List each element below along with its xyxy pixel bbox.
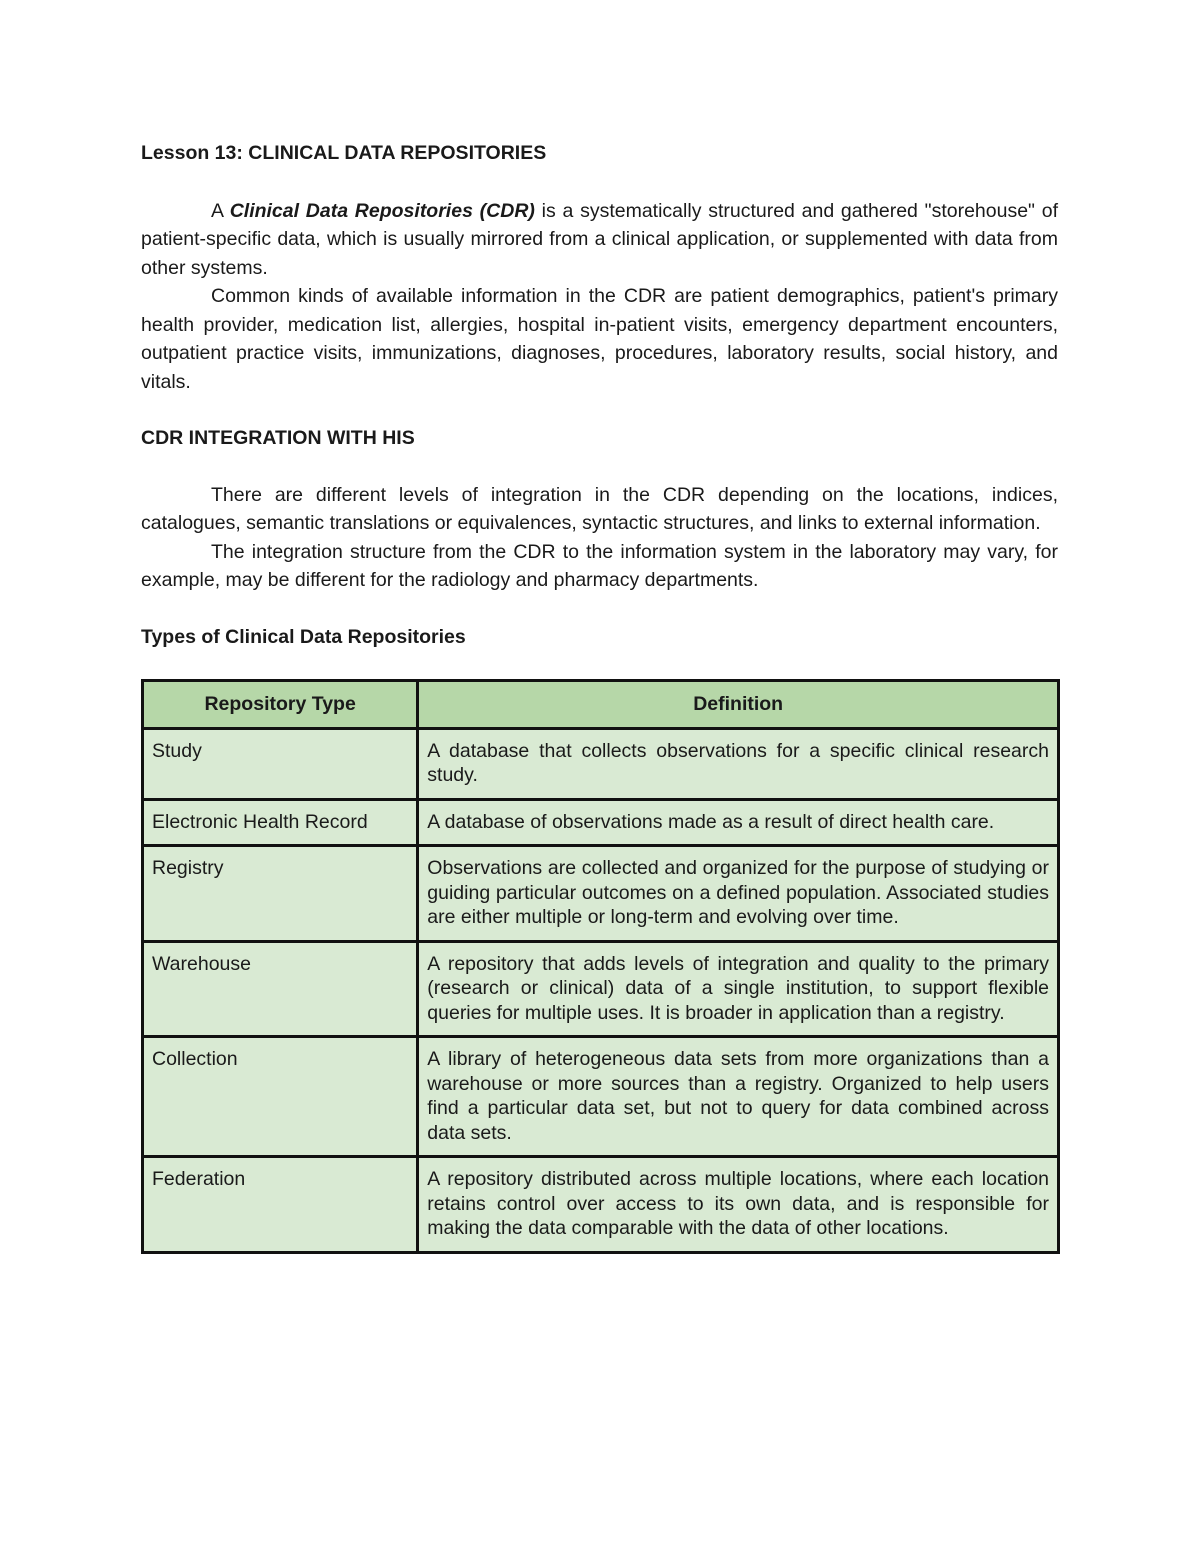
document-page [141, 139, 1058, 1254]
table-row [143, 799, 1059, 846]
column-header-repository-type: Repository Type [143, 681, 418, 729]
table-row [143, 728, 1059, 799]
definition-cell: A repository distributed across multiple locations, where each location retains control over access to its own data, and is responsible for making the data comparable with the data of other locations. [418, 1157, 1059, 1253]
repository-type-cell: Registry [143, 846, 418, 942]
definition-cell: A repository that adds levels of integration and quality to the primary (research or clinical) data of a single institution, to support flexible queries for multiple uses. It is broader in application than a registry. [418, 941, 1059, 1037]
definition-cell: Observations are collected and organized for the purpose of studying or guiding particular outcomes on a defined population. Associated studies are either multiple or long-term and evolving over time. [418, 846, 1059, 942]
integration-paragraph-1: There are different levels of integration in the CDR depending on the locations, indices, catalogues, semantic translations or equivalences, syntactic structures, and links to external information. [141, 483, 1058, 534]
repository-type-cell: Electronic Health Record [143, 799, 418, 846]
lesson-title: Lesson 13: CLINICAL DATA REPOSITORIES [141, 142, 547, 164]
table-row [143, 1157, 1059, 1253]
definition-cell: A database of observations made as a result of direct health care. [418, 799, 1059, 846]
table-header-row [143, 681, 1059, 729]
definition-cell: A library of heterogeneous data sets from more organizations than a warehouse or more sources than a registry. Organized to help users find a particular data set, but not to query for data combined across data sets. [418, 1037, 1059, 1157]
intro-paragraph-2: Common kinds of available information in the CDR are patient demographics, patient's primary health provider, medication list, allergies, hospital in-patient visits, emergency department encounters, outpatient practice visits, immunizations, diagnoses, procedures, laboratory results, social history, and vitals. [141, 285, 1058, 393]
repository-type-cell: Study [143, 728, 418, 799]
repository-type-cell: Warehouse [143, 941, 418, 1037]
table-row [143, 1037, 1059, 1157]
repository-type-cell: Federation [143, 1157, 418, 1253]
intro-paragraph-1 [141, 197, 1058, 283]
table-row [143, 941, 1059, 1037]
definition-cell: A database that collects observations for a specific clinical research study. [418, 728, 1059, 799]
intro-rest: is a systematically structured and gathered "storehouse" of patient-specific data, which is usually mirrored from a clinical application, or supplemented with data from other systems. [141, 199, 1058, 279]
integration-heading: CDR INTEGRATION WITH HIS [141, 427, 415, 449]
cdr-term: Clinical Data Repositories (CDR) [229, 199, 535, 222]
repository-types-table [141, 679, 1060, 1254]
intro-prefix: A [211, 199, 230, 222]
table-row [143, 846, 1059, 942]
types-heading: Types of Clinical Data Repositories [141, 625, 466, 648]
column-header-definition: Definition [418, 681, 1059, 729]
integration-paragraph-2: The integration structure from the CDR to the information system in the laboratory may vary, for example, may be different for the radiology and pharmacy departments. [141, 540, 1058, 591]
repository-type-cell: Collection [143, 1037, 418, 1157]
